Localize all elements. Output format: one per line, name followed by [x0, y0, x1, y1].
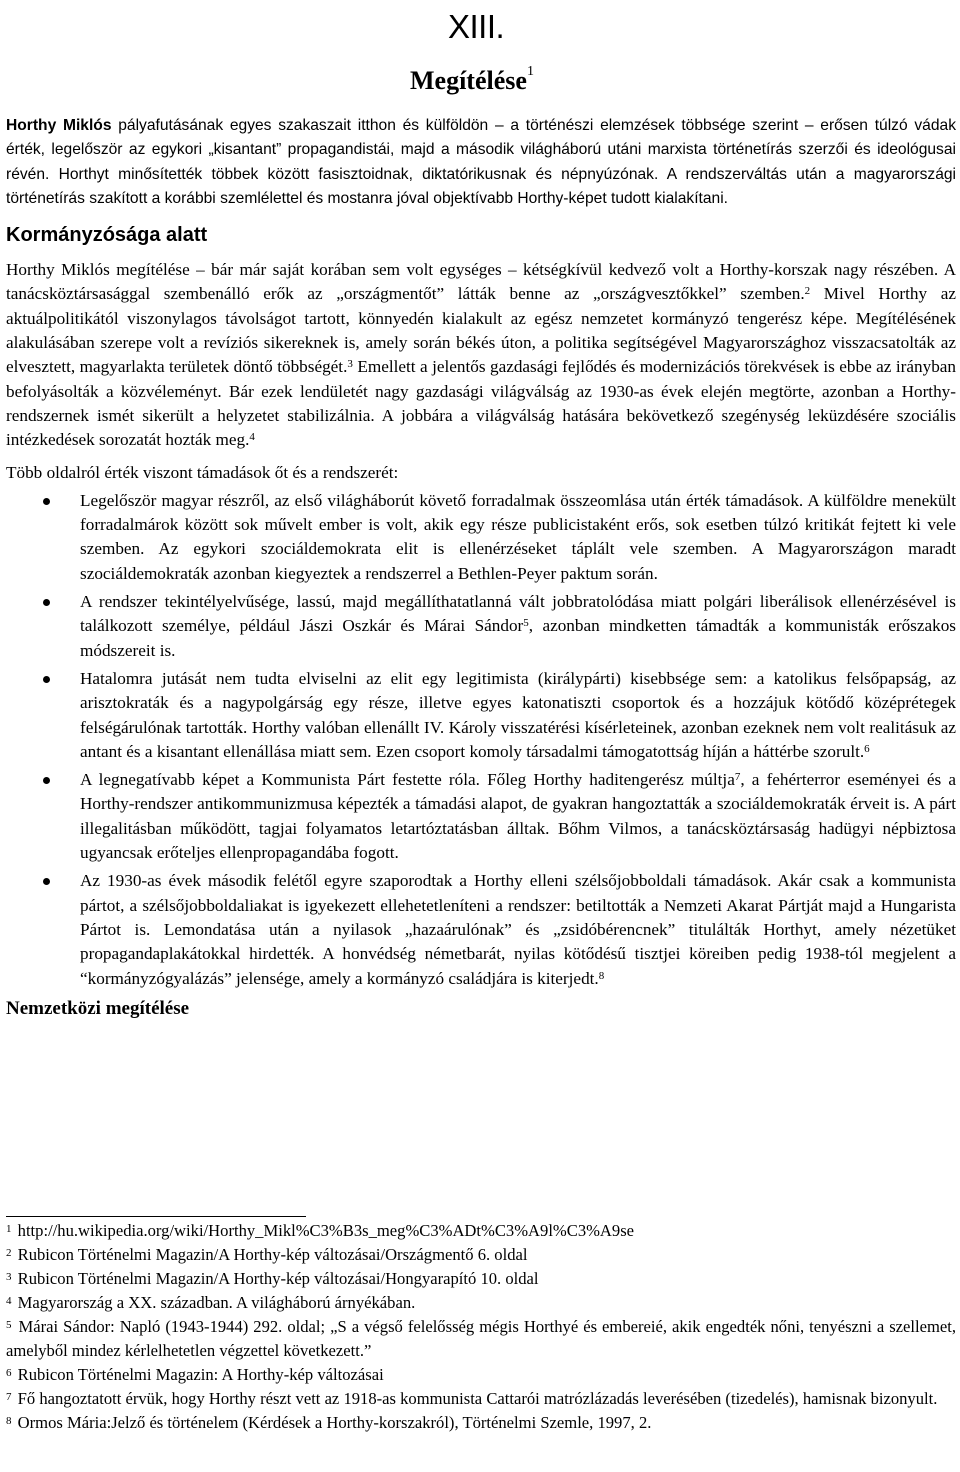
bullet-icon [43, 777, 50, 784]
chapter-number: XIII. [448, 8, 505, 45]
intro-lead: Horthy Miklós [6, 117, 112, 134]
list-item: Legelőször magyar részről, az első világháborút követő forradalmak összeomlása után érték támadások. A külföldre menekült forradalmárok között sok művelt ember is volt, akik egy része publicistaként erős, sok esetben túlzó kritikát fejtett ki vele szemben. Az egykori szociáldemokrata elit is ellenérzéseket táplált vele szemben. A Magyarországon maradt szociáldemokraták azonban kiegyeztek a rendszerrel a Bethlen-Peyer paktum során. [6, 489, 956, 586]
footnote-ref: 5 [523, 617, 529, 630]
criticism-list [6, 489, 956, 991]
list-intro: Több oldalról érték viszont támadások őt és a rendszerét: [6, 462, 399, 482]
title-footnote-ref: 1 [526, 64, 534, 79]
bullet-icon [43, 498, 50, 505]
footnote-ref: 4 [249, 431, 255, 444]
page-title [410, 66, 534, 96]
main-text [6, 114, 956, 1021]
list-item: A legnegatívabb képet a Kommunista Párt festette róla. Főleg Horthy haditengerész múltja$^7$, a fehérterror eseményei és a Horthy-rendszer antikommunizmusa képezték a támadási alapot, de gyakran hangoztatták a szociáldemokraták érveit is. A párt illegalitásban működött, tagjai folyamatos letartóztatásban álltak. Bőhm Vilmos, a tanácsköztársaság hadügyi népbiztosa ugyancsak erőteljes ellenpropagandába fogott. [6, 768, 956, 865]
footnotes [6, 1216, 956, 1435]
footnote-divider [6, 1216, 306, 1217]
governorship-paragraph: Horthy Miklós megítélése – bár már saját korában sem volt egységes – kétségkívül kedvező volt a Horthy-korszak nagy részében. A tanácsköztársasággal szembenálló erők az „országmentőt” látták benne az „országvesztőkkel” szemben.$^2$ Mivel Horthy az aktuálpolitikától viszonylagos távolságot tartott, könnyedén kialakult az egész nemzetet kormányzó tengerész képe. Megítélésének alakulásában szerepe volt a revíziós sikereknek is, amely során békés úton, a politika segítségével Magyarországhoz visszacsatolták az elvesztett, magyarlakta területek döntő többségét.$^3$ Emellett a jelentős gazdasági fejlődés és modernizációs törekvések is ebbe az irányban befolyásolták a közvéleményt. Bár ezek lendületét nagy gazdasági világválság az 1930-as évek elején megtörte, azonban a Horthy-rendszernek ismét sikerült a helyzetet stabilizálnia. A jobbára a világválság hatására bekövetkező szegénység leküzdésére szociális intézkedések sorozatát hozták meg.$^4$ [6, 260, 957, 450]
list-item: Az 1930-as évek második felétől egyre szaporodtak a Horthy elleni szélsőjobboldali támadások. Akár csak a kommunista pártot, a szélsőjobboldaliakat is igyekezett ellehetetleníteni a rendszer: betiltották a Nemzeti Akarat Pártját majd a Hungarista Pártot is. Lemondatása után a nyilasok „hazaárulónak” és „zsidóbérencnek” titulálták Horthyt, amely nézetüket propagandaplakátokkal hirdették. A honvédség németbarát, nyilas kötődésű tisztjei köreiben pedig 1938-tól megjelent a “kormányzógyalázás” jelensége, amely a kormányzó családjára is kiterjedt.$^8$ [6, 869, 956, 990]
footnote-ref: 8 [598, 969, 605, 982]
footnote-ref: 3 [347, 358, 353, 371]
footnote-item: $^1$ http://hu.wikipedia.org/wiki/Horthy_Mikl%C3%B3s_meg%C3%ADt%C3%A9l%C3%A9se [6, 1221, 635, 1240]
footnote-item: $^3$ Rubicon Történelmi Magazin/A Horthy-kép változásai/Hongyarapító 10. oldal [6, 1269, 539, 1288]
intro-paragraph [6, 114, 956, 211]
list-item: Hatalomra jutását nem tudta elviselni az elit egy legitimista (királypárti) kisebbsége sem: a katolikus felsőpapság, az arisztokraták és a nagypolgárság egy része, illetve egyes katonatiszti csoportok és a hozzájuk kötődő középrétegek felségárulónak tartották. Horthy valóban ellenállt IV. Károly visszatérési kísérleteinek, azonban ezeknek nem volt realitásuk az antant és a kisantant ellenállása miatt sem. Ezen csoport komoly társadalmi támogatottság híján a háttérbe szorult.$^6$ [6, 667, 956, 764]
footnote-ref: 7 [734, 771, 741, 784]
bullet-icon [43, 599, 50, 606]
title-text: Megítélése [410, 66, 527, 95]
footnote-item: $^7$ Fő hangoztatott érvük, hogy Horthy részt vett az 1918-as kommunista Cattarói matrózlázadás leverésében (tizedelés), hamisnak bizonyult. [6, 1389, 938, 1408]
footnote-ref: 2 [804, 285, 811, 298]
footnote-item: $^4$ Magyarország a XX. században. A világháború árnyékában. [6, 1293, 416, 1312]
footnote-item: $^6$ Rubicon Történelmi Magazin: A Horthy-kép változásai [6, 1365, 384, 1384]
section-heading-governorship: Kormányzósága alatt [6, 224, 208, 247]
bullet-icon [43, 676, 50, 683]
footnote-item: $^2$ Rubicon Történelmi Magazin/A Horthy-kép változásai/Országmentő 6. oldal [6, 1245, 528, 1264]
section-heading-international: Nemzetközi megítélése [6, 997, 190, 1019]
footnote-item: $^8$ Ormos Mária:Jelző és történelem (Kérdések a Horthy-korszakról), Történelmi Szemle, 1997, 2. [6, 1413, 652, 1432]
bullet-icon [43, 878, 50, 885]
intro-rest: pályafutásának egyes szakaszait itthon és külföldön – a történészi elemzések többsége szerint – erősen túlzó vádak érték, legelőször az egykori „kisantant” propagandistái, majd a második világháború utáni marxista történetírás szerzői és ideológusai révén. Horthyt minősítették többek között fasisztoidnak, diktatórikusnak és népnyúzónak. A rendszerváltás után a magyarországi történetírás szakított a korábbi szemlélettel és mostanra jóval objektívabb Horthy-képet tudott kialakítani. [6, 117, 956, 207]
footnote-ref: 6 [864, 742, 870, 755]
footnote-item: $^5$ Márai Sándor: Napló (1943-1944) 292. oldal; „S a végső felelősség mégis Horthyé és embereié, akik engedték nőni, tenyészni a szellemet, amelyből mindez kérlelhetetlen végzettel következett.” [6, 1317, 956, 1360]
list-item: A rendszer tekintélyelvűsége, lassú, majd megállíthatatlanná vált jobbratolódása miatt polgári liberálisok ellenérzésével is találkozott személye, például Jászi Oszkár és Márai Sándor$^5$, azonban mindketten támadták a kommunisták erőszakos módszereit is. [6, 590, 956, 663]
